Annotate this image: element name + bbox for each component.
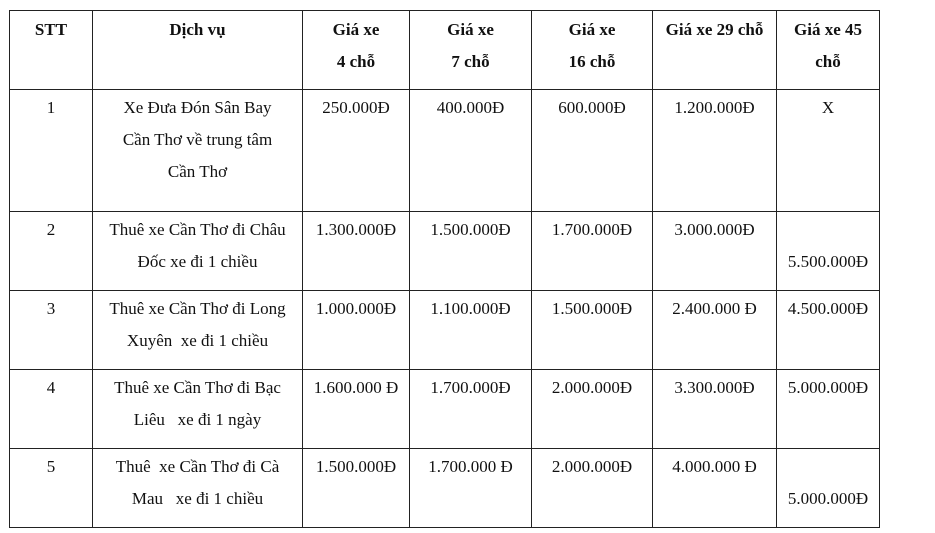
header-price-29 xyxy=(653,11,777,90)
table-row xyxy=(10,90,880,212)
service-line: Mau xe đi 1 chiều xyxy=(131,489,264,508)
cell-stt: 2 xyxy=(10,212,93,291)
service-line: Cần Thơ xyxy=(167,162,228,181)
header-line: 16 chỗ xyxy=(568,52,616,71)
cell-price-7: 400.000Đ xyxy=(410,90,532,212)
header-service xyxy=(93,11,303,90)
header-line: Giá xe xyxy=(332,20,380,39)
cell-price-4: 250.000Đ xyxy=(303,90,410,212)
cell-price-4: 1.600.000 Đ xyxy=(303,370,410,449)
cell-price-29: 3.300.000Đ xyxy=(653,370,777,449)
header-line: chỗ xyxy=(815,52,841,71)
cell-service xyxy=(93,90,303,212)
table-row xyxy=(10,291,880,370)
header-price-7 xyxy=(410,11,532,90)
service-line: Thuê xe Cần Thơ đi Châu xyxy=(109,220,286,239)
cell-service xyxy=(93,291,303,370)
cell-stt: 1 xyxy=(10,90,93,212)
cell-price-7: 1.500.000Đ xyxy=(410,212,532,291)
header-price-45 xyxy=(777,11,880,90)
header-line: 4 chỗ xyxy=(336,52,376,71)
cell-price-45: 5.500.000Đ xyxy=(777,212,880,291)
service-line: Liêu xe đi 1 ngày xyxy=(133,410,262,429)
service-line: Đốc xe đi 1 chiều xyxy=(137,252,258,271)
table-row xyxy=(10,212,880,291)
header-line: Giá xe 29 chỗ xyxy=(665,20,764,39)
header-line: Giá xe xyxy=(447,20,494,39)
cell-price-45: 5.000.000Đ xyxy=(777,370,880,449)
cell-price-29: 4.000.000 Đ xyxy=(653,449,777,528)
service-line: Xuyên xe đi 1 chiều xyxy=(126,331,269,350)
cell-price-16: 2.000.000Đ xyxy=(532,449,653,528)
table-row xyxy=(10,370,880,449)
cell-price-45: 5.000.000Đ xyxy=(777,449,880,528)
cell-price-45: X xyxy=(777,90,880,212)
service-line: Cần Thơ về trung tâm xyxy=(122,130,273,149)
header-price-16 xyxy=(532,11,653,90)
header-price-4 xyxy=(303,11,410,90)
cell-price-16: 1.500.000Đ xyxy=(532,291,653,370)
cell-price-16: 1.700.000Đ xyxy=(532,212,653,291)
cell-service xyxy=(93,212,303,291)
price-table xyxy=(9,10,880,528)
header-line: Giá xe xyxy=(568,20,616,39)
header-line: 7 chỗ xyxy=(451,52,490,71)
cell-price-16: 2.000.000Đ xyxy=(532,370,653,449)
cell-stt: 5 xyxy=(10,449,93,528)
service-line: Thuê xe Cần Thơ đi Bạc xyxy=(114,378,281,397)
cell-price-45: 4.500.000Đ xyxy=(777,291,880,370)
cell-price-7: 1.100.000Đ xyxy=(410,291,532,370)
cell-price-7: 1.700.000Đ xyxy=(410,370,532,449)
cell-price-29: 3.000.000Đ xyxy=(653,212,777,291)
cell-price-7: 1.700.000 Đ xyxy=(410,449,532,528)
service-line: Thuê xe Cần Thơ đi Long xyxy=(109,299,286,318)
service-line: Thuê xe Cần Thơ đi Cà xyxy=(115,457,280,476)
cell-price-29: 2.400.000 Đ xyxy=(653,291,777,370)
header-line: Giá xe 45 xyxy=(794,20,862,39)
header-line: Dịch vụ xyxy=(169,20,226,39)
cell-stt: 4 xyxy=(10,370,93,449)
service-line: Xe Đưa Đón Sân Bay xyxy=(123,98,272,117)
table-row xyxy=(10,449,880,528)
cell-price-4: 1.500.000Đ xyxy=(303,449,410,528)
cell-price-16: 600.000Đ xyxy=(532,90,653,212)
cell-service xyxy=(93,449,303,528)
header-row xyxy=(10,11,880,90)
cell-stt: 3 xyxy=(10,291,93,370)
cell-price-29: 1.200.000Đ xyxy=(653,90,777,212)
cell-service xyxy=(93,370,303,449)
header-stt xyxy=(10,11,93,90)
header-line: STT xyxy=(34,20,68,39)
cell-price-4: 1.300.000Đ xyxy=(303,212,410,291)
cell-price-4: 1.000.000Đ xyxy=(303,291,410,370)
